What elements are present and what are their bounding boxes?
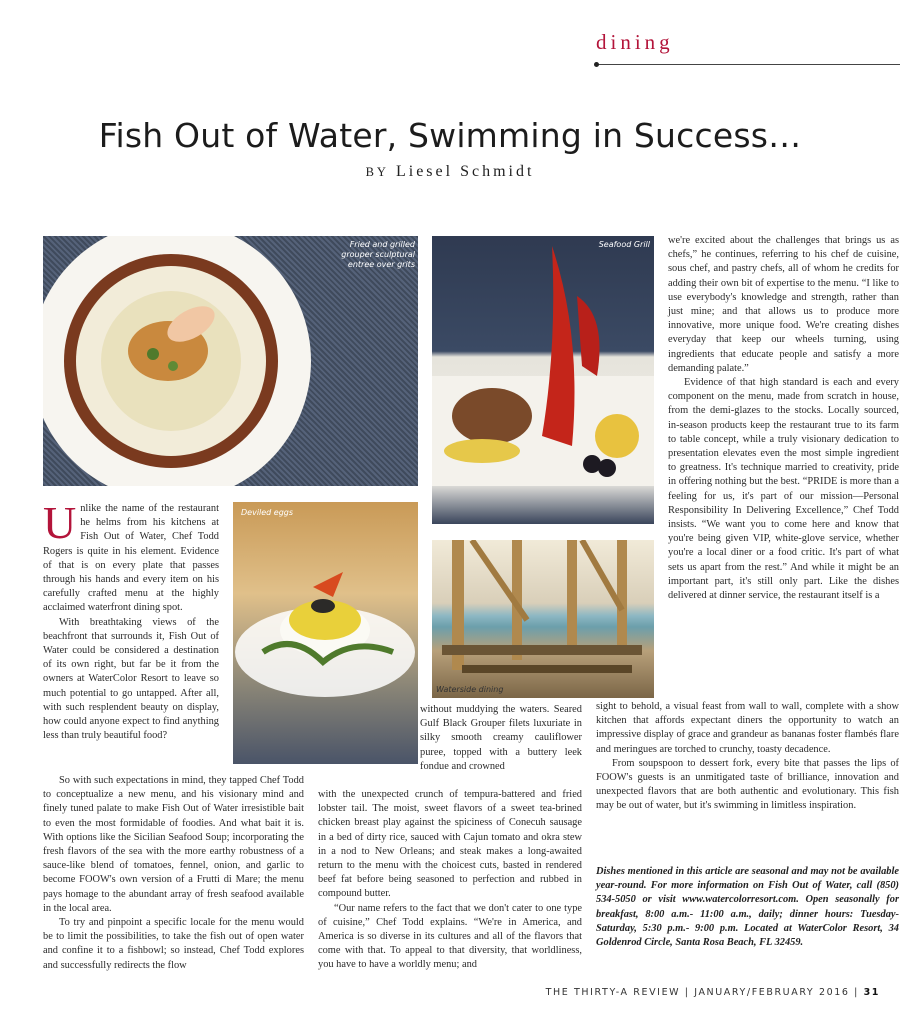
paragraph-8a: Evidence of that high standard is each and every component on the menu, made from scratch in house, from the demi-glazes to the stocks. Locally sourced, in-season products keep the restaurant true to its farm to table concept, while a truly visionary dedication to presentation elevates even the most simple ingredient to greatness. It's technique married to creativity, pride in offering nothing but the best. “PRIDE is more than a feeling for us, it's part of our mission—Personal Responsibility In Delivering Excellence,” Chef Todd insists. “We want you to come here and know that you're being given VIP, white-glove service, whether you're a local diner or a food critic. It's part of what sets us apart from the rest.” And while it might be an important part, it's still only part. Like the dishes delivered at dinner service, the restaurant itself is a xyxy=(668,377,899,602)
paragraph-4: To try and pinpoint a specific locale for the menu would be to limit the possibilities, to take the fish out of open water and confine it to a fishbowl; so instead, Chef Todd explores and successfully redirects the flow xyxy=(43,917,304,971)
grouper-caption: Fried and grilled grouper sculptural entree over grits xyxy=(341,240,415,269)
paragraph-5a: without muddying the waters. Seared Gulf Black Grouper filets luxuriate in silky smooth creamy cauliflower puree, topped with a buttery leek fondue and crowned xyxy=(420,704,582,772)
body-column-1-wide xyxy=(43,774,304,973)
paragraph-2: With breathtaking views of the beachfront that surrounds it, Fish Out of Water could be considered a destination of its own right, but far be it from the owners at WaterColor Resort to leave so much potential to go untapped. After all, with such resplendent beauty on display, how could anyone expect to find anything less than truly beautiful food? xyxy=(43,616,219,742)
grouper-dish-photo xyxy=(43,236,418,486)
deviled-egg-illustration xyxy=(233,502,418,764)
paragraph-7: we're excited about the challenges that brings us as chefs,” he continues, referring to his chef de cuisine, sous chef, and pastry chefs, all of whom he credits for adding their own bit of expertise to the menu. “I like to use everybody's knowledge and strength, rather than just mine; and that allows us to produce more innovative, more unique food. We're creating dishes everyday that keep our wheels turning, using ingredients that educate people and satisfy a more demanding palate.” xyxy=(668,235,899,374)
paragraph-8b: sight to behold, a visual feast from wall to wall, complete with a show kitchen that affords expectant diners the opportunity to watch an impressive display of grace and grandeur as bananas foster flambés flare and meringues are torched to crunchy, toasty decadence. xyxy=(596,701,899,755)
paragraph-3: So with such expectations in mind, they tapped Chef Todd to conceptualize a new menu, and his visionary mind and finely tuned palate to make Fish Out of Water irresistible bait to even the most formidable of foodies. And what bait it is. With options like the Sicilian Seafood Soup; incorporating the fresh flavors of the sea with the more earthy robustness of a sauce-like blend of tomatoes, fennel, onion, and garlic to become FOOW's own version of a Frutti di Mare; the menu pays homage to the abundant array of fresh seafood available in the local area. xyxy=(43,775,304,914)
byline xyxy=(0,163,900,181)
body-column-3-wide xyxy=(596,700,899,814)
body-column-2 xyxy=(420,703,582,774)
info-note: Dishes mentioned in this article are seasonal and may not be available year-round. For more information on Fish Out of Water, call (850) 534-5050 or visit www.watercolorresort.com. Open seasonally for breakfast, 8:00 a.m.- 11:00 a.m., daily; dinner hours: Tuesday- Saturday, 5:30 p.m.- 9:00 p.m. Located at WaterColor Resort, 34 Goldenrod Circle, Santa Rosa Beach, FL 32459. xyxy=(596,866,899,949)
lobster-caption: Seafood Grill xyxy=(598,240,650,249)
paragraph-9: From soupspoon to dessert fork, every bite that passes the lips of FOOW's guests is an unmitigated taste of brilliance, innovation and unexpected flavors that are both authentic and evolutionary. This fish may be out of water, but it's swimming in limitless inspiration. xyxy=(596,757,899,812)
lobster-plate-illustration xyxy=(432,236,654,524)
paragraph-1-text: nlike the name of the restaurant he helms from his kitchens at Fish Out of Water, Chef Todd Rogers is quite in his element. Evidence of that is on every plate that passes through his hands and every item on his carefully crafted menu at the highly acclaimed waterfront dining spot. xyxy=(43,503,219,614)
author-name: Liesel Schmidt xyxy=(395,163,535,180)
body-column-2-wide xyxy=(318,788,582,973)
lobster-dish-photo xyxy=(432,236,654,524)
section-rule xyxy=(596,64,900,65)
page-number: 31 xyxy=(863,987,880,998)
dining-caption: Waterside dining xyxy=(436,685,504,694)
paragraph-1 xyxy=(43,497,219,616)
paragraph-6: “Our name refers to the fact that we don't cater to one type of cuisine,” Chef Todd explains. “We're in America, and America is so diverse in its cultures and all of the flavors that come with that. To appeal to that diversity, that worldliness, you have to have a worldly menu; and xyxy=(318,902,582,971)
grouper-plate-illustration xyxy=(43,236,418,486)
publication-info: THE THIRTY-A REVIEW | JANUARY/FEBRUARY 2016 | xyxy=(545,987,859,998)
body-column-1 xyxy=(43,497,219,743)
section-tag: dining xyxy=(596,30,674,54)
waterside-dining-photo xyxy=(432,540,654,698)
page-footer xyxy=(520,987,880,998)
drop-cap: U xyxy=(43,497,77,548)
byline-prefix: BY xyxy=(365,165,389,179)
article-title: Fish Out of Water, Swimming in Success… xyxy=(98,116,802,155)
paragraph-5b: with the unexpected crunch of tempura-battered and fried lobster tail. The moist, sweet flavors of a sweet tea-brined chicken breast play against the spiciness of Conecuh sausage in a bed of dirty rice, sauced with Cajun tomato and okra stew in a nod to New Orleans; and steak makes a long-awaited return to the menu with the choicest cuts, basted in rendered beef fat before being seasoned to perfection and rubbed in compound butter. xyxy=(318,789,582,900)
deviled-eggs-photo xyxy=(233,502,418,764)
body-column-3 xyxy=(668,234,899,603)
eggs-caption: Deviled eggs xyxy=(241,508,294,517)
section-rule-dot xyxy=(594,62,599,67)
dining-room-illustration xyxy=(432,540,654,698)
